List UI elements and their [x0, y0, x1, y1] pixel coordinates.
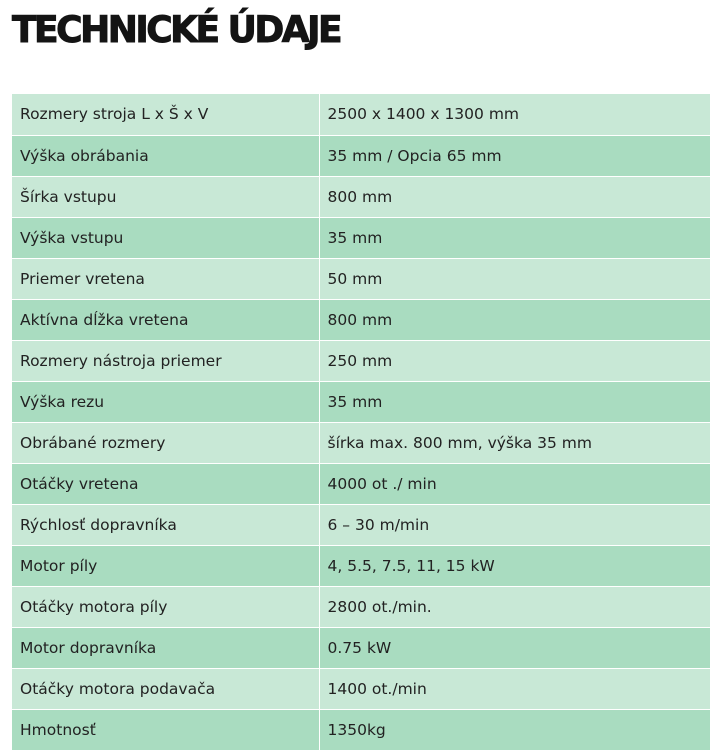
page-title: TECHNICKÉ ÚDAJE — [12, 9, 341, 52]
spec-value: 2500 x 1400 x 1300 mm — [319, 94, 710, 135]
table-row — [12, 94, 710, 135]
table-row — [12, 422, 710, 463]
table-row — [12, 176, 710, 217]
table-row — [12, 135, 710, 176]
spec-value: 35 mm — [319, 217, 710, 258]
spec-label: Otáčky vretena — [12, 463, 319, 504]
spec-label: Hmotnosť — [12, 709, 319, 750]
spec-value: 50 mm — [319, 258, 710, 299]
spec-value: 1400 ot./min — [319, 668, 710, 709]
table-row — [12, 340, 710, 381]
spec-label: Motor dopravníka — [12, 627, 319, 668]
spec-value: 35 mm — [319, 381, 710, 422]
spec-label: Rozmery stroja L x Š x V — [12, 94, 319, 135]
table-row — [12, 627, 710, 668]
spec-label: Výška vstupu — [12, 217, 319, 258]
table-row — [12, 504, 710, 545]
spec-table — [12, 94, 710, 751]
table-row — [12, 709, 710, 750]
spec-table-body — [12, 94, 710, 750]
spec-label: Výška obrábania — [12, 135, 319, 176]
spec-value: 1350kg — [319, 709, 710, 750]
table-row — [12, 299, 710, 340]
table-row — [12, 381, 710, 422]
spec-value: šírka max. 800 mm, výška 35 mm — [319, 422, 710, 463]
spec-label: Motor píly — [12, 545, 319, 586]
spec-value: 2800 ot./min. — [319, 586, 710, 627]
spec-value: 800 mm — [319, 299, 710, 340]
spec-value: 4000 ot ./ min — [319, 463, 710, 504]
spec-label: Obrábané rozmery — [12, 422, 319, 463]
spec-value: 0.75 kW — [319, 627, 710, 668]
spec-label: Aktívna dĺžka vretena — [12, 299, 319, 340]
spec-label: Otáčky motora píly — [12, 586, 319, 627]
spec-label: Rozmery nástroja priemer — [12, 340, 319, 381]
table-row — [12, 586, 710, 627]
spec-value: 4, 5.5, 7.5, 11, 15 kW — [319, 545, 710, 586]
spec-label: Otáčky motora podavača — [12, 668, 319, 709]
table-row — [12, 258, 710, 299]
spec-label: Rýchlosť dopravníka — [12, 504, 319, 545]
spec-value: 6 – 30 m/min — [319, 504, 710, 545]
table-row — [12, 545, 710, 586]
table-row — [12, 217, 710, 258]
table-row — [12, 463, 710, 504]
spec-value: 35 mm / Opcia 65 mm — [319, 135, 710, 176]
spec-value: 800 mm — [319, 176, 710, 217]
spec-label: Výška rezu — [12, 381, 319, 422]
spec-label: Priemer vretena — [12, 258, 319, 299]
spec-value: 250 mm — [319, 340, 710, 381]
table-row — [12, 668, 710, 709]
spec-label: Šírka vstupu — [12, 176, 319, 217]
